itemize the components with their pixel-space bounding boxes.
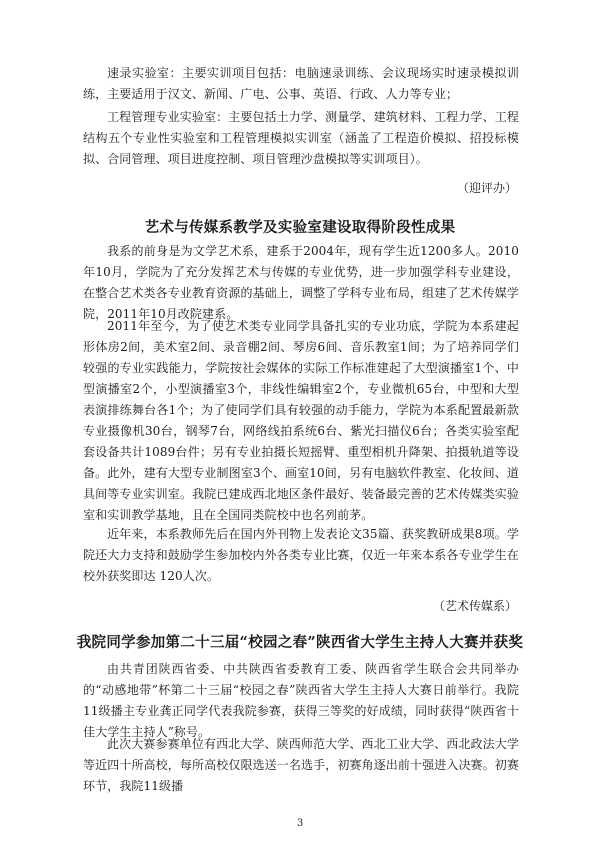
article-paragraph-contest-details: 此次大赛参赛单位有西北大学、陕西师范大学、西北工业大学、西北政法大学等近四十所高校，每所高校仅限选送一名选手，初赛角逐出前十强进入决赛。初赛环节，我院11级播	[83, 737, 519, 793]
signature-welcome-office: （迎评办）	[456, 181, 517, 195]
article-paragraph-contest-intro: 由共青团陕西省委、中共陕西省委教育工委、陕西省学生联合会共同举办的“动感地带”杯第二十三届“校园之春”陕西省大学生主持人大赛日前举行。我院11级播主专业龚正同学代表我院参赛，获得三等奖的好成绩，同时获得“陕西省十佳大学生主持人”称号。	[83, 662, 519, 739]
article-title-art-media: 艺术与传媒系教学及实验室建设取得阶段性成果	[144, 219, 456, 236]
article-paragraph-achievements: 近年来，本系教师先后在国内外刊物上发表论文35篇、获奖教研成果8项。学院还大力支持和鼓励学生参加校内外各类专业比赛，仅近一年来本系各专业学生在校外获奖即达 120人次。	[83, 527, 519, 583]
lab-paragraph-engineering: 工程管理专业实验室：主要包括土力学、测量学、建筑材料、工程力学、工程结构五个专业性实验室和工程管理模拟实训室（涵盖了工程造价模拟、招投标模拟、合同管理、项目进度控制、项目管理沙盘模拟等实训项目）。	[83, 110, 519, 166]
article-paragraph-history: 我系的前身是为文学艺术系，建系于2004年，现有学生近1200多人。2010年10月，学院为了充分发挥艺术与传媒的专业优势，进一步加强学科专业建设，在整合艺术类各专业教育资源的基础上，调整了学科专业布局，组建了艺术传媒学院，2011年10月改院建系。	[83, 244, 519, 321]
lab-paragraph-stenography: 速录实验室：主要实训项目包括：电脑速录训练、会议现场实时速录模拟训练，主要适用于汉文、新闻、广电、公事、英语、行政、人力等专业；	[83, 66, 519, 101]
article-title-host-contest: 我院同学参加第二十三届“校园之春”陕西省大学生主持人大赛并获奖	[76, 634, 524, 651]
signature-art-media-dept: （艺术传媒系）	[432, 599, 517, 613]
article-paragraph-facilities: 2011年至今，为了使艺术类专业同学具备扎实的专业功底，学院为本系建起形体房2间，美术室2间、录音棚2间、琴房6间、音乐教室1间；为了培养同学们较强的专业实践能力，学院按社会媒体的实际工作标准建起了大型演播室1个、中型演播室2个，小型演播室3个，非线性编辑室2个，专业微机65台，中型和大型表演排练舞台各1个；为了使同学们具有较强的动手能力，学院为本系配置最新款专业摄像机30台，钢琴7台，网络线拍系统6台、紫光扫描仪6台；各类实验室配套设备共计1089台件；另有专业拍摄长短摇臂、重型相机升降架、拍摄轨道等设备。此外，建有大型专业制图室3个、画室10间，另有电脑软件教室、化妆间、道具间等专业实训室。我院已建成西北地区条件最好、装备最完善的艺术传媒类实验室和实训教学基地，且在全国同类院校中也名列前茅。	[83, 319, 519, 522]
page-number: 3	[296, 818, 304, 829]
